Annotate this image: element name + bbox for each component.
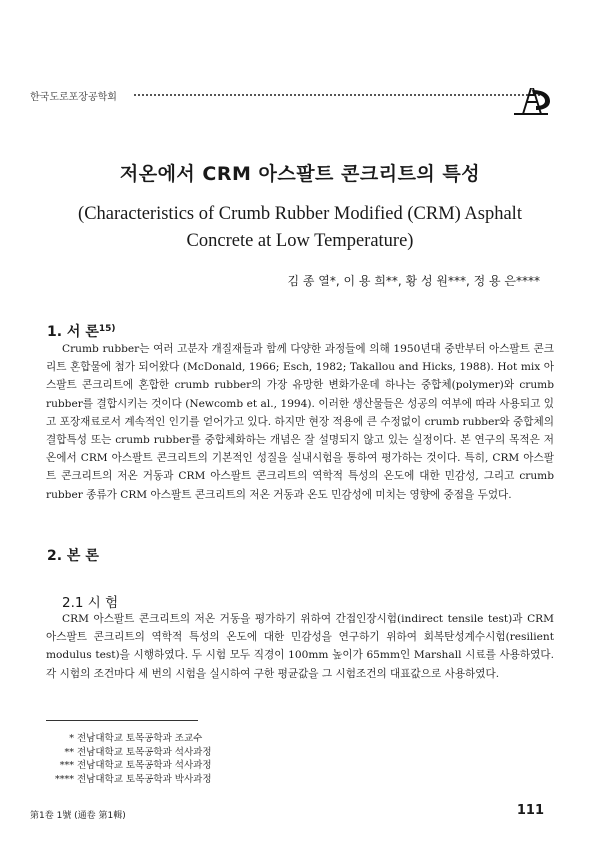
page-number: 111 <box>516 803 544 818</box>
footnote-text: 전남대학교 토목공학과 석사과정 <box>77 760 212 771</box>
footnote-mark: *** <box>59 760 74 771</box>
footnote <box>46 773 212 787</box>
section-heading-introduction <box>47 321 116 341</box>
society-name: 한국도로포장공학회 <box>30 92 117 103</box>
footnote-text: 전남대학교 토목공학과 조교수 <box>77 733 203 744</box>
footnote-mark: **** <box>55 773 74 785</box>
footnote-text: 전남대학교 토목공학과 박사과정 <box>77 773 212 785</box>
subsection-heading-tests: 2.1 시 험 <box>62 595 119 611</box>
footnote <box>46 759 212 773</box>
footnotes <box>46 732 212 786</box>
footnote <box>46 746 212 760</box>
paper-title-english: (Characteristics of Crumb Rubber Modified (CRM) Asphalt Concrete at Low Temperature) <box>78 204 522 251</box>
header-dotted-leader <box>134 94 540 96</box>
footnote-divider <box>46 720 198 721</box>
footnote <box>46 732 212 746</box>
section-heading-body: 2. 본 론 <box>47 548 99 564</box>
reference-marker: 15) <box>98 324 116 334</box>
introduction-paragraph: Crumb rubber는 여러 고분자 개질재들과 함께 다양한 과정들에 의해 1950년대 중반부터 아스팔트 콘크리트 혼합물에 첨가 되어왔다 (McDonald, 1966; Esch, 1982; Takallou and Hicks, 1988). Hot mix 아스팔트 콘크리트에 혼합한 crumb rubber의 가장 유망한 변화가운데 하나는 중합체(polymer)와 crumb rubber를 결합시키는 것이다 (Newcomb et al., 1994). 이러한 생산물들은 성공의 여부에 따라 사용되고 있고 포장재료로서 계속적인 인기를 얻어가고 있다. 하지만 현장 적용에 큰 수정없이 crumb rubber와 중합체의 결합특성 또는 crumb rubber를 중합체화하는 개념은 잘 설명되지 않고 있는 실정이다. 본 연구의 목적은 저온에서 CRM 아스팔트 콘크리트의 기본적인 성질을 실내시험을 통하여 평가하는 것이다. 특히, CRM 아스팔트 콘크리트의 저온 거동과 CRM 아스팔트 콘크리트의 역학적 특성의 온도에 대한 민감성, 그리고 crumb rubber 종류가 CRM 아스팔트 콘크리트의 저온 거동과 온도 민감성에 미치는 영향에 중점을 두었다. <box>46 343 554 501</box>
footnote-text: 전남대학교 토목공학과 석사과정 <box>77 746 212 758</box>
running-header <box>30 88 546 108</box>
section-heading-text: 1. 서 론 <box>47 324 99 340</box>
footnote-mark: * <box>69 733 74 744</box>
author-list: 김 종 열*, 이 용 희**, 황 성 원***, 정 용 은**** <box>287 274 540 288</box>
footnote-mark: ** <box>64 746 74 758</box>
society-logo-icon <box>512 86 552 116</box>
paper-title-korean: 저온에서 CRM 아스팔트 콘크리트의 특성 <box>119 163 481 185</box>
volume-info: 第1卷 1號 (通卷 第1輯) <box>30 811 126 821</box>
tests-paragraph: CRM 아스팔트 콘크리트의 저온 거동을 평가하기 위하여 간접인장시험(indirect tensile test)과 CRM 아스팔트 콘크리트의 역학적 특성의 온도에 대한 민감성을 연구하기 위하여 회복탄성계수시험(resilient modulus test)을 시행하였다. 두 시험 모두 직경이 100mm 높이가 65mm인 Marshall 시료를 사용하였다. 각 시험의 조건마다 세 번의 시험을 실시하여 구한 평균값을 그 시험조건의 대표값으로 사용하였다. <box>46 613 554 680</box>
